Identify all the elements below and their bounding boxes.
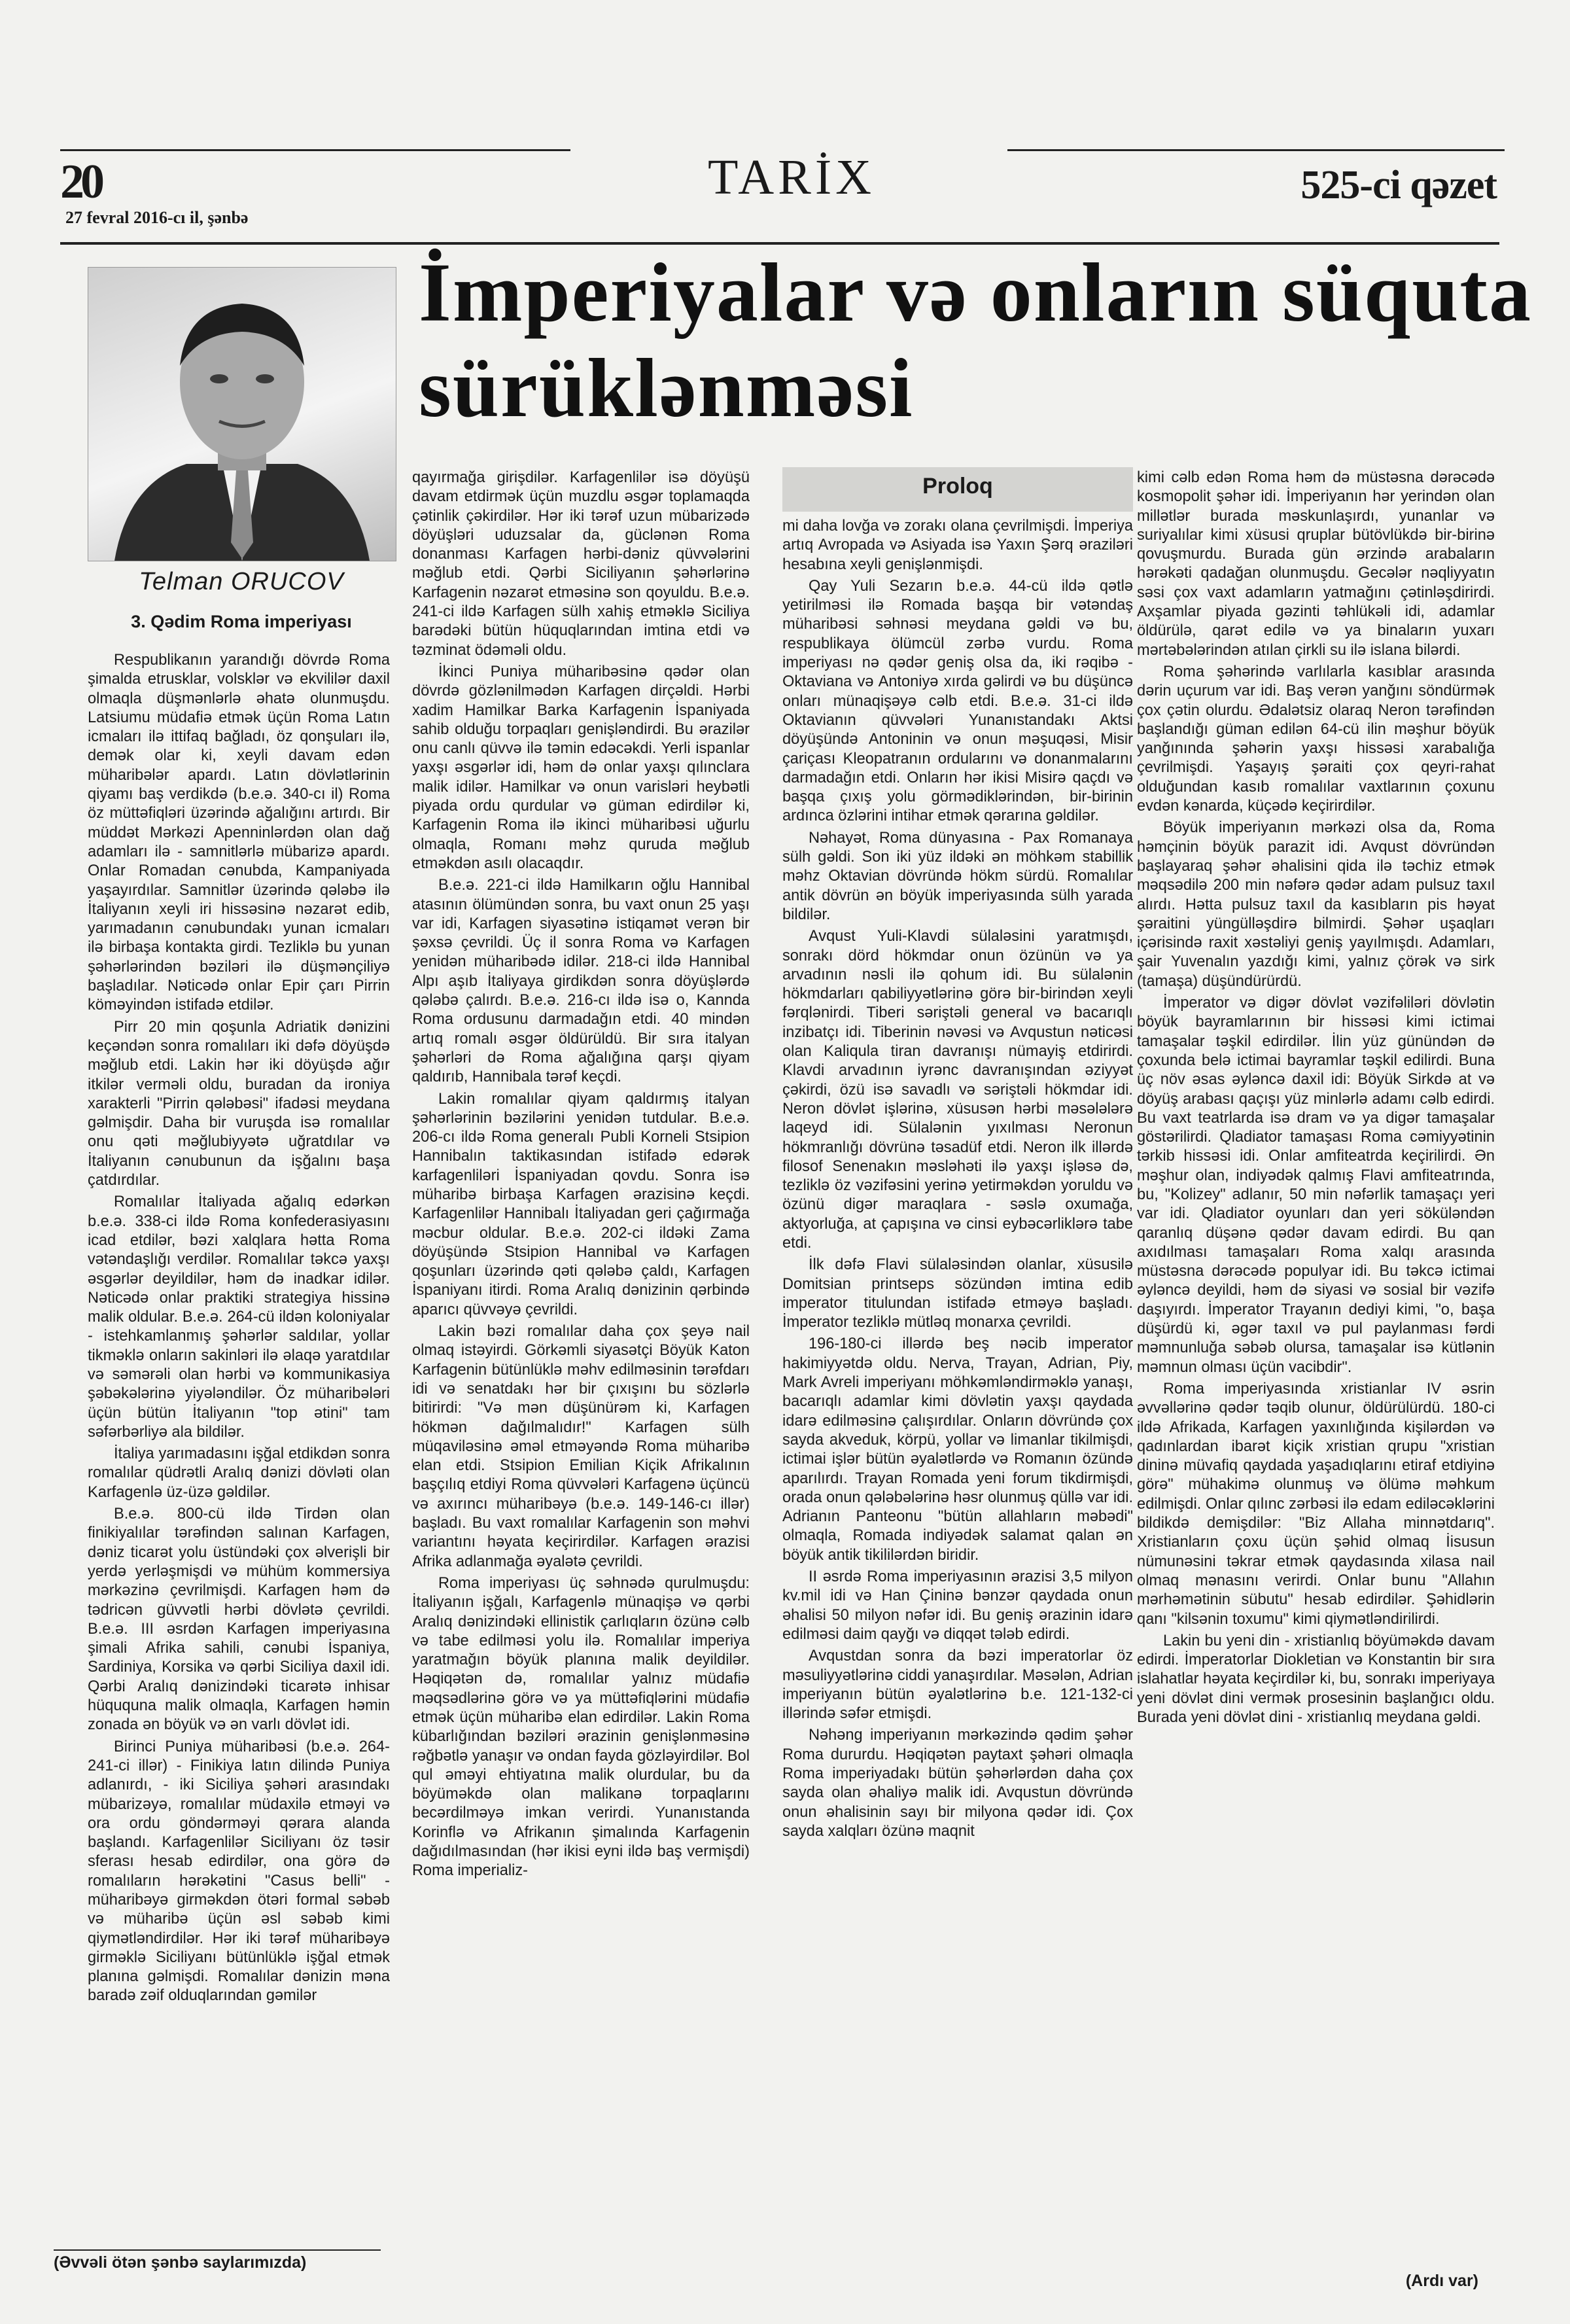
section-title: TARİX	[707, 150, 876, 205]
paragraph: qayırmağa girişdilər. Karfagenlilər isə döyüşü davam etdirmək üçün muzdlu əsgər toplamaqda çətinlik çəkirdilər. Hər iki tərəf uzun mübarizədə döyüşləri uduzsalar da, güclənən Roma donanması Karfagen hərbi-dəniz qüvvələrini məğlub etdi. Qərbi Siciliyanın şəhərlərinə Karfagenin nəzarət etməsinə son qoyuldu. B.e.ə. 241-ci ildə Karfagen sülh xahiş etməklə Siciliya barədəki bütün hüquqlarından imtina etdi və təzminat ödəməli oldu.	[412, 469, 750, 659]
paragraph: Böyük imperiyanın mərkəzi olsa da, Roma həmçinin böyük parazit idi. Avqust dövründən başlayaraq şəhər əhalisini qida ilə təchiz etmək məqsədilə 200 min nəfərə qədər adam pulsuz taxıl alırdı. Hətta pulsuz taxıl da kasıbların pis həyat şəraitini yüngülləşdirə bilmirdi. Şəhər uşaqları içərisində raxit xəstəliyi geniş yayılmışdı. Adamları, şair Yuvenalın yazdığı kimi, yalnız çörək və sirk (tamaşa) düşündürürdü.	[1137, 819, 1495, 990]
header-rule-left	[60, 149, 570, 151]
paragraph: 196-180-ci illərdə beş nəcib imperator hakimiyyətdə oldu. Nerva, Trayan, Adrian, Piy, Mark Avreli imperiyanı möhkəmləndirməklə yanaşı, bacarıqlı adamlar kimi dövlətin yaxşı qaydada idarə edilməsinə çalışırdılar. Onların dövründə çox sayda akveduk, körpü, yollar və limanlar tikilmişdi, ictimai işlər bütün əyalətlərdə və Romanın özündə aparılırdı. Trayan Romada yeni forum tikdirmişdi, orada onun qələbələrinə həsr olunmuş qüllə var idi. Adrianın Panteonu "bütün allahların məbədi" olmaqla, Romada indiyədək salamat qalan ən böyük antik tikililərdən biridir.	[782, 1335, 1133, 1564]
article-column-2	[412, 468, 750, 1881]
paragraph: kimi cəlb edən Roma həm də müstəsna dərəcədə kosmopolit şəhər idi. İmperiyanın hər yerindən olan millətlər burada məskunlaşırdı, yunanlar və suriyalılar kimi xüsusi qruplar bütövlükdə bir-birinə qovuşmurdu. Burada gün ərzində arabaların hərəkəti qadağan olunmuşdu. Gecələr nəqliyyatın səsi çox vaxt adamların yatmağını çətinləşdirirdi. Axşamlar piyada gəzinti təhlükəli idi, adamlar öldürülə, qarət edilə və ya binaların yuxarı mərtəbələrindən atılan çirkli su ilə islana bilərdi.	[1137, 469, 1495, 659]
paragraph: Avqustdan sonra da bəzi imperatorlar öz məsuliyyətlərinə ciddi yanaşırdılar. Məsələn, Adrian imperiyanın bütün əyalətlərinə b.e. 121-132-ci illərində səfər etmişdi.	[782, 1647, 1133, 1723]
paragraph: Respublikanın yarandığı dövrdə Roma şimalda etrusklar, volsklər və ekvililər daxil olmaqla düşmənlərlə əhatə olunmuşdu. Latsiumu müdafiə etmək üçün Roma Latın icmaları ilə ittifaq bağladı, öz qonşuları ilə, demək olar ki, xeyli davam edən müharibələr apardı. Latın dövlətlərinin qiyamı baş verdikdə (b.e.ə. 340-cı il) Roma öz müttəfiqləri üzərində ağalığını artırdı. Bir müddət Mərkəzi Apenninlərdən olan dağ adamları ilə - samnitlərlə mübarizə apardı. Onlar Romadan cənubda, Kampaniyada yaşayırdılar. Samnitlər üzərində qələbə ilə İtaliyanın xeyli iri hissəsinə nəzarət edib, yarımadanın cənubundakı yunan icmaları ilə birbaşa kontakta girdi. Tezliklə bu yunan şəhərlərindən bəziləri ilə düşmənçiliyə başladılar. Nəticədə onlar Epir çarı Pirrin köməyindən istifadə etdilər.	[88, 652, 390, 1014]
article-subheading: 3. Qədim Roma imperiyası	[131, 612, 352, 631]
paragraph: Nəhəng imperiyanın mərkəzində qədim şəhər Roma dururdu. Həqiqətən paytaxt şəhəri olmaqla Roma imperiyadakı bütün şəhərlərdən daha çox sayda olan əhaliyə malik idi. Avqustun dövründə onun əhalisinin sayı bir milyona qədər idi. Çox sayda xalqları özünə maqnit	[782, 1727, 1133, 1840]
article-column-3	[782, 517, 1133, 1841]
issue-date: 27 fevral 2016-cı il, şənbə	[65, 208, 249, 227]
paragraph: Roma şəhərində varlılarla kasıblar arasında dərin uçurum var idi. Baş verən yanğını söndürmək çox çətin olurdu. Ədalətsiz olaraq Neron tərəfindən başlandığı güman edilən 64-cü ilin məşhur böyük yanğınında şəhərin yaxşı hissəsi xarabalığa çevrilmişdi. Yaşayış şəraiti çox qeyri-rahat olduğundan kasıb romalılar vaxtlarının çoxunu evdən kənarda, küçədə keçirirdilər.	[1137, 663, 1495, 815]
paragraph: Birinci Puniya müharibəsi (b.e.ə. 264-241-ci illər) - Finikiya latın dilində Puniya adlanırdı, - iki Siciliya şəhəri arasındakı mübarizəyə, romalılar müdaxilə etməyi və ora ordu göndərməyi qərara alanda başlandı. Karfagenlilər Siciliyanı öz təsir sferası hesab edirdilər, ona görə də romalıların hərəkətini "Casus belli" - müharibəyə girməkdən ötəri formal səbəb və müharibə üçün əsl səbəb kimi qiymətləndirdilər. Hər iki tərəf müharibəyə girməklə Siciliyanı bütünlüklə işğal etmək planına gəlmişdi. Romalılar dənizin məna baradə zəif olduqlarından gəmilər	[88, 1738, 390, 2005]
paragraph: Romalılar İtaliyada ağalıq edərkən b.e.ə. 338-ci ildə Roma konfederasiyasını icad etdilər, bəzi xalqlara hətta Roma vətəndaşlığı verdilər. Romalılar təkcə yaxşı əsgərlər deyildilər, həm də inadkar idilər. Nəticədə onlar praktiki strategiya hissinə malik oldular. B.e.ə. 264-cü ildən koloniyalar - istehkamlanmış şəhərlər saldılar, yollar tikməklə onların sakinləri ilə əlaqə yaratdılar və səmərəli olan hərbi və kommunikasiya şəbəkələrinə yiyələndilər. Öz müharibələri üçün bütün İtaliyanın "top ətini" tam səfərbərliyə ala bildilər.	[88, 1193, 390, 1441]
paragraph: Lakin bu yeni din - xristianlıq böyüməkdə davam edirdi. İmperatorlar Diokletian və Konstantin bir sıra islahatlar həyata keçirdilər ki, bu, sonrakı imperiyaya yeni dövlət dini vermək prosesinin başlanğıcı oldu. Burada yeni dövlət dini - xristianlıq meydana gəldi.	[1137, 1632, 1495, 1726]
paragraph: mi daha lovğa və zorakı olana çevrilmişdi. İmperiya artıq Avropada və Asiyada isə Yaxın Şərq əraziləri hesabına xeyli genişlənmişdi.	[782, 518, 1133, 573]
continued-note: (Ardı var)	[1405, 2272, 1478, 2290]
header-rule-right	[1007, 149, 1505, 151]
paragraph: Pirr 20 min qoşunla Adriatik dənizini keçəndən sonra romalıları iki dəfə döyüşdə məğlub etdi. Lakin hər iki döyüşdə ağır itkilər verməli oldu, buradan da ironiya xarakterli "Pirrin qələbəsi" ifadəsi meydana gəlmişdir. Daha bir vuruşda isə romalılar onu qəti məğlubiyyətə uğratdılar və İtaliyanın cənubunun da işğalını başa çatdırdılar.	[88, 1018, 390, 1189]
paragraph: İtaliya yarımadasını işğal etdikdən sonra romalılar qüdrətli Aralıq dənizi dövləti olan Karfagenlə üz-üzə gəldilər.	[88, 1445, 390, 1501]
article-headline: İmperiyalar və onların süquta sürüklənməsi	[419, 246, 1532, 434]
article-column-1	[88, 651, 390, 2006]
newspaper-name: 525-ci qəzet	[1300, 163, 1497, 207]
previous-note-rule	[54, 2249, 381, 2251]
paragraph: B.e.ə. 800-cü ildə Tirdən olan finikiyalılar tərəfindən salınan Karfagen, dəniz ticarət yolu üstündəki çox əlverişli bir yerdə yerləşmişdi və mühüm kommersiya mərkəzinə çevrilmişdi. Karfagen həm də tədricən güvvətli hərbi dövlətə çevrildi. B.e.ə. III əsrdən Karfagen imperiyasına şimali Afrika sahili, cənubi İspaniya, Sardiniya, Korsika və qərbi Siciliya daxil idi. Qərbi Aralıq dənizindəki ticarətə inhisar hüququna malik olmaqla, Karfagen həmin zonada ən böyük və ən varlı dövlət idi.	[88, 1505, 390, 1734]
paragraph: Roma imperiyasında xristianlar IV əsrin əvvəllərinə qədər təqib olunur, öldürülürdü. 180-ci ildə Afrikada, Karfagen yaxınlığında kişilərdən və qadınlardan ibarət kiçik xristian qrupu "xristian dininə müvafiq qaydada yaşadıqlarını etiraf etdiyinə görə" mühakimə olunmuş və ölümə məhkum edilmişdi. Onlar qılınc zərbəsi ilə edam ediləcəklərini bildikdə demişdilər: "Biz Allaha minnətdarıq". Xristianların çoxu üçün şəhid olmaq İisusun nümunəsini təkrar etmək qaydasında xilasa nail olmaq mənasını verirdi. Onlar bunu "Allahın mərhəmətinin sübutu" hesab edirdilər. Şəhidlərin qanı "kilsənin toxumu" kimi qiymətləndirilirdi.	[1137, 1380, 1495, 1628]
paragraph: Qay Yuli Sezarın b.e.ə. 44-cü ildə qətlə yetirilməsi ilə Romada başqa bir vətəndaş müharibəsi səhnəsi meydana gəldi və bu, respublikaya ölümcül zərbə vurdu. Roma imperiyası nə qədər geniş olsa da, iki rəqibə - Oktaviana və Antoniyə xırda gəlirdi və bu düşüncə onları münaqişəyə cəlb etdi. B.e.ə. 31-ci ildə Oktavianın qüvvələri Yunanıstandakı Aktsi döyüşündə Antoninin və onun məşuqəsi, Misir çariçası Kleopatranın ordularını və donanmalarını darmadağın etdi. Onların hər ikisi Misirə qaçdı və başqa çıxış yolu görmədiklərindən, bir-birinin ardınca özlərini intihar etmək qərarına gəldilər.	[782, 577, 1133, 825]
paragraph: Roma imperiyası üç səhnədə qurulmuşdu: İtaliyanın işğalı, Karfagenlə münaqişə və qərbi Aralıq dənizindəki ellinistik çarlıqların özünə cəlb və tabe edilməsi yolu ilə. Romalılar imperiya yaratmağın böyük planına malik deyildilər. Həqiqətən də, romalılar yalnız müdafiə məqsədlərinə görə və ya müttəfiqlərini müdafiə etmək üçün müharibə elan edirdilər. Lakin Roma kübarlığından bəziləri ərazinin genişlənməsinə rəğbətlə yanaşır və ondan fayda gözləyirdilər. Bol qul əməyi ehtiyatına malik olurdular, bu da böyüməkdə olan malikanə torpaqlarını becərdilməyə imkan verirdi. Yunanıstanda Korinflə və Afrikanın şimalında Karfagenin dağıdılmasından (hər ikisi eyni ildə baş vermişdi) Roma imperializ-	[412, 1574, 750, 1880]
paragraph: İkinci Puniya müharibəsinə qədər olan dövrdə gözlənilmədən Karfagen dirçəldi. Hərbi xadim Hamilkar Barka Karfagenin İspaniyada sahib olduğu torpaqları genişləndirdi. Bu ərazilər onu canlı qüvvə ilə təmin edəcəkdi. Yerli ispanlar yaxşı əsgərlər idi, həm də onlar yaxşı qılınclara malik idilər. Hamilkar və onun varisləri heybətli piyada ordu qurdular və güman edirdilər ki, Karfagenin Roma ilə ikinci müharibəsi uğurlu olmaqla, Romanı məhz quruda məğlub etməkdən asılı olacaqdır.	[412, 663, 750, 872]
paragraph: İmperator və digər dövlət vəzifəliləri dövlətin böyük bayramlarının bir hissəsi kimi ictimai tamaşalar təşkil edirdilər. İlin yüz günündən də çoxunda belə ictimai bayramlar təşkil edilirdi. Buna üç növ əsas əyləncə daxil idi: Böyük Sirkdə at və döyüş arabası qaçışı yüz minlərlə adamı cəlb edirdi. Bu vaxt teatrlarda isə dram və ya digər tamaşalar göstərilirdi. Qladiator tamaşası Roma cəmiyyətinin tərkib hissəsi idi. Onlar amfiteatrda keçirilirdi. Ən məşhur olan, indiyədək qalmış Flavi amfiteatrında, bu, "Kolizey" adlanır, 50 min nəfərlik tamaşaçı yeri var idi. Qladiator oyunları dan yeri söküləndən qaranlıq düşənə qədər davam edirdi. Bu qan axıdılması tamaşaları Roma xalqı arasında müstəsna dərəcədə populyar idi. Bu təkcə ictimai əyləncə deyildi, həm də siyasi və sosial bir vəzifə daşıyırdı. İmperator Trayanın dediyi kimi, "o, başa düşürdü ki, əgər taxıl və pul paylanması fərdi məmnunluğa səbəb olursa, tamaşalar isə kütlənin məmnun olması üçün vacibdir".	[1137, 995, 1495, 1376]
author-photo	[88, 267, 396, 561]
author-name: Telman ORUCOV	[139, 568, 344, 595]
page-number: 20	[60, 155, 101, 209]
header-rule-bottom	[60, 242, 1499, 245]
paragraph: Avqust Yuli-Klavdi sülaləsini yaratmışdı, sonrakı dörd hökmdar onun özünün və ya arvadının nəsli ilə qohum idi. Bu sülalənin hökmdarları qabiliyyətlərinə görə bir-birindən xeyli fərqlənirdi. Tiberi səriştəli general və bacarıqlı inzibatçı idi. Tiberinin nəvəsi və Avqustun nəticəsi olan Kaliqula tiran davranışı nümayiş etdirirdi. Klavdi arvadının iyrənc davranışından əziyyət çəkirdi, özü isə savadlı və səriştəli hökmdar idi. Neron dövlət işlərinə, xüsusən hərbi məsələlərə laqeyd idi. Sülalənin yıxılması Neronun hökmranlığı dövrünə təsadüf etdi. Neron ilk illərdə filosof Senenakın məsləhəti ilə yaxşı işləsə də, tezliklə öz vəzifəsini yerinə yetirməkdən yoruldu və özünü digər maraqlara - səslə oxumağa, aktyorluğa, at çapışına və cinsi eybəcərliklərə tabe etdi.	[782, 928, 1133, 1252]
previous-issues-note: (Əvvəli ötən şənbə saylarımızda)	[54, 2253, 307, 2272]
author-portrait-illustration	[88, 268, 396, 561]
paragraph: Lakin bəzi romalılar daha çox şeyə nail olmaq istəyirdi. Görkəmli siyasətçi Böyük Katon Karfagenin bütünlüklə məhv edilməsinin tərəfdarı idi və senatdakı hər bir çıxışını bu sözlərlə bitirirdi: "Və mən düşünürəm ki, Karfagen hökmən dağılmalıdır!" Karfagen sülh müqaviləsinə əməl etməyəndə Roma müharibə elan etdi. Stsipion Emilian Kiçik Afrikalının başçılıq etdiyi Roma qüvvələri Karfagenə üçüncü və axırıncı müharibəyə (b.e.ə. 149-146-cı illər) başladı. Bu vaxt romalılar Karfagenin son məhvi variantını həyata keçirirdilər. Karfagen ərazisi Afrika adlanmağa əyalətə çevrildi.	[412, 1323, 750, 1570]
paragraph: B.e.ə. 221-ci ildə Hamilkarın oğlu Hannibal atasının ölümündən sonra, bu vaxt onun 25 yaşı var idi, Karfagen siyasətinə istiqamət verən bir şəxsə çevrildi. Üç il sonra Roma və Karfagen yenidən müharibədə idilər. 218-ci ildə Hannibal Alpı aşıb İtaliyaya girdikdən sonra döyüşlərdə qələbə çalırdı. B.e.ə. 216-cı ildə isə o, Kannda Roma ordusunu darmadağın etdi. 40 mindən artıq romalı əsgər öldürüldü. Bir sıra italyan şəhərləri də Roma ağalığına qarşı qiyam qaldırıb, Hannibala tərəf keçdi.	[412, 877, 750, 1086]
paragraph: Nəhayət, Roma dünyasına - Pax Romanaya sülh gəldi. Son iki yüz ildəki ən möhkəm stabillik məhz Oktavian dövründə hökm sürdü. Romalılar antik dövrün ən böyük imperiyasında sülh yarada bildilər.	[782, 829, 1133, 923]
paragraph: II əsrdə Roma imperiyasının ərazisi 3,5 milyon kv.mil idi və Han Çininə bənzər qaydada onun əhalisi 50 milyon nəfər idi. Bu geniş ərazinin idarə edilməsi daim qayğı və diqqət tələb edirdi.	[782, 1568, 1133, 1643]
paragraph: İlk dəfə Flavi sülaləsindən olanlar, xüsusilə Domitsian printseps sözündən imtina edib imperator titulundan istifadə etməyə başladı. İmperator tezliklə mütləq monarxa çevrildi.	[782, 1256, 1133, 1331]
paragraph: Lakin romalılar qiyam qaldırmış italyan şəhərlərinin bəzilərini yenidən tutdular. B.e.ə. 206-cı ildə Roma generalı Publi Korneli Stsipion Hannibalın taktikasından istifadə edərək karfagenliləri İspaniyadan qovdu. Sonra isə müharibə birbaşa Karfagen ərazisinə keçdi. Karfagenlilər Hannibalı İtaliyadan geri çağırmağa məcbur oldular. B.e.ə. 202-ci ildəki Zama döyüşündə Stsipion Hannibal və Karfagen qoşunları üzərində qəti qələbə çaldı, Karfagen İspaniyanı itirdi. Roma Aralıq dənizinin qərbində aparıcı qüvvəyə çevrildi.	[412, 1090, 750, 1318]
proloq-heading: Proloq	[922, 474, 993, 499]
article-column-4	[1137, 468, 1495, 1727]
